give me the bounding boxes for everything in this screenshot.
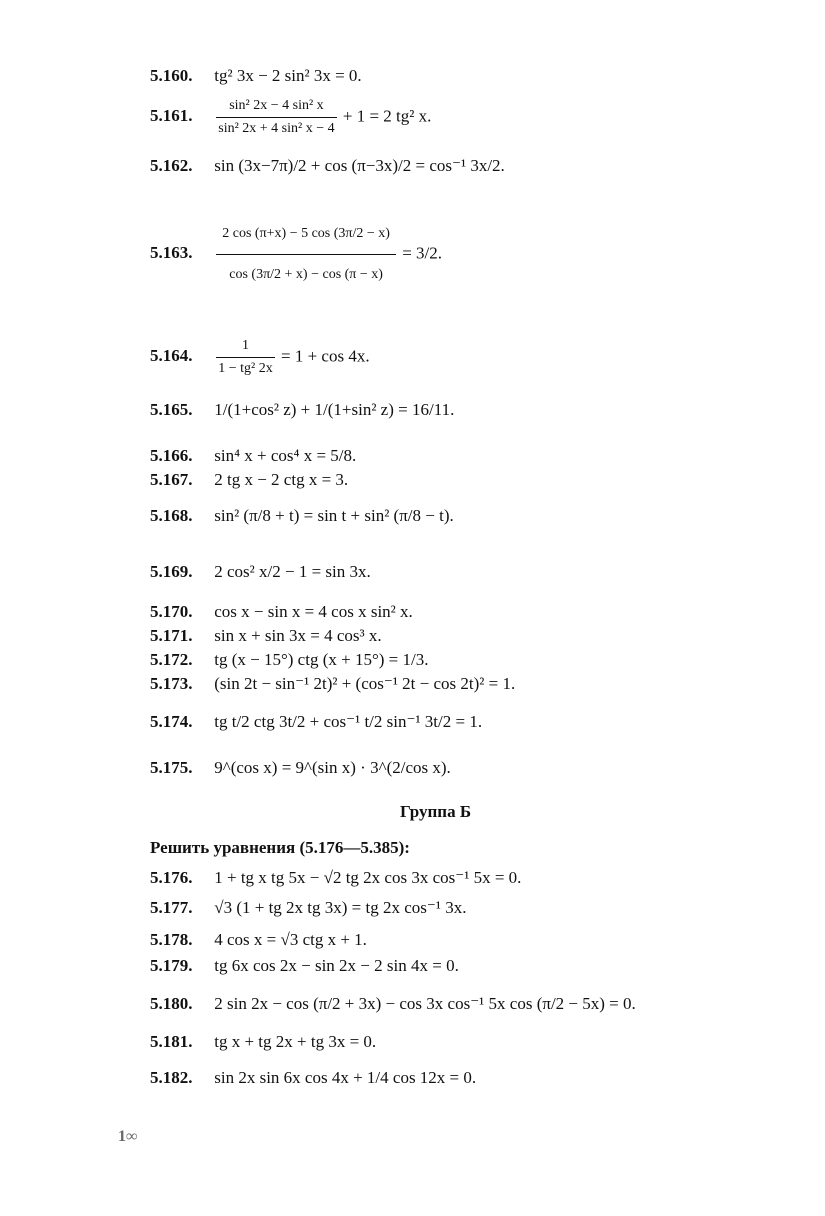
problem-number: 5.180.: [150, 994, 193, 1013]
numerator: 2 cos (π+x) − 5 cos (3π/2 − x): [216, 218, 396, 255]
fraction: [216, 96, 336, 139]
equation: tg² 3x − 2 sin² 3x = 0.: [214, 66, 362, 85]
fraction: [216, 336, 274, 379]
problem-5-164: [150, 336, 370, 379]
problem-number: 5.163.: [150, 243, 193, 263]
problem-number: 5.179.: [150, 956, 193, 975]
problem-number: 5.177.: [150, 898, 193, 917]
problem-number: 5.171.: [150, 626, 193, 645]
equation: (sin 2t − sin⁻¹ 2t)² + (cos⁻¹ 2t − cos 2t)² = 1.: [214, 674, 516, 693]
problem-5-166: [150, 446, 356, 466]
fraction: [216, 218, 396, 291]
problem-number: 5.175.: [150, 758, 193, 777]
problem-number: 5.162.: [150, 156, 193, 175]
equation: √3 (1 + tg 2x tg 3x) = tg 2x cos⁻¹ 3x.: [214, 898, 467, 917]
numerator: 1: [216, 336, 274, 358]
problem-number: 5.182.: [150, 1068, 193, 1087]
problem-5-173: [150, 674, 515, 694]
equation-rest: = 1 + cos 4x.: [280, 346, 370, 366]
numerator: sin² 2x − 4 sin² x: [216, 96, 336, 118]
equation: tg x + tg 2x + tg 3x = 0.: [214, 1032, 377, 1051]
problem-number: 5.170.: [150, 602, 193, 621]
problem-5-177: [150, 898, 466, 918]
problem-number: 5.161.: [150, 106, 193, 126]
equation: sin (3x−7π)/2 + cos (π−3x)/2 = cos⁻¹ 3x/2.: [214, 156, 505, 175]
instruction: Решить уравнения (5.176—5.385):: [150, 838, 410, 857]
group-heading: Группа Б: [400, 802, 472, 821]
problem-number: 5.174.: [150, 712, 193, 731]
problem-number: 5.165.: [150, 400, 193, 419]
problem-number: 5.166.: [150, 446, 193, 465]
equation: 2 sin 2x − cos (π/2 + 3x) − cos 3x cos⁻¹ 5x cos (π/2 − 5x) = 0.: [214, 994, 636, 1013]
problem-5-169: [150, 562, 371, 582]
problem-number: 5.164.: [150, 346, 193, 366]
equation: sin² (π/8 + t) = sin t + sin² (π/8 − t).: [214, 506, 454, 525]
problem-number: 5.178.: [150, 930, 193, 949]
equation: 9^(cos x) = 9^(sin x) · 3^(2/cos x).: [214, 758, 451, 777]
equation-rest: = 3/2.: [402, 243, 442, 263]
problem-number: 5.176.: [150, 868, 193, 887]
denominator: 1 − tg² 2x: [218, 361, 273, 376]
equation: tg t/2 ctg 3t/2 + cos⁻¹ t/2 sin⁻¹ 3t/2 = 1.: [214, 712, 483, 731]
problem-5-182: [150, 1068, 476, 1088]
problem-5-168: [150, 506, 454, 526]
problem-5-176: [150, 868, 521, 888]
denominator: cos (3π/2 + x) − cos (π − x): [229, 267, 383, 282]
problem-number: 5.160.: [150, 66, 193, 85]
equation: 1/(1+cos² z) + 1/(1+sin² z) = 16/11.: [214, 400, 455, 419]
problem-5-175: [150, 758, 451, 778]
problem-5-180: [150, 994, 636, 1014]
problem-5-174: [150, 712, 482, 732]
equation: cos x − sin x = 4 cos x sin² x.: [214, 602, 413, 621]
problem-number: 5.172.: [150, 650, 193, 669]
problem-5-172: [150, 650, 428, 670]
problem-5-181: [150, 1032, 376, 1052]
equation: sin x + sin 3x = 4 cos³ x.: [214, 626, 382, 645]
problem-number: 5.173.: [150, 674, 193, 693]
equation: 4 cos x = √3 ctg x + 1.: [214, 930, 367, 949]
equation: tg (x − 15°) ctg (x + 15°) = 1/3.: [214, 650, 429, 669]
problem-number: 5.168.: [150, 506, 193, 525]
problem-number: 5.181.: [150, 1032, 193, 1051]
problem-5-162: [150, 156, 505, 176]
problem-5-163: [150, 218, 442, 291]
problem-5-171: [150, 626, 382, 646]
problem-number: 5.167.: [150, 470, 193, 489]
problem-5-161: [150, 96, 431, 139]
equation-rest: + 1 = 2 tg² x.: [342, 106, 432, 126]
problem-number: 5.169.: [150, 562, 193, 581]
problem-5-167: [150, 470, 348, 490]
denominator: sin² 2x + 4 sin² x − 4: [218, 121, 335, 136]
equation: sin 2x sin 6x cos 4x + 1/4 cos 12x = 0.: [214, 1068, 477, 1087]
problem-5-165: [150, 400, 454, 420]
equation: tg 6x cos 2x − sin 2x − 2 sin 4x = 0.: [214, 956, 459, 975]
equation: 1 + tg x tg 5x − √2 tg 2x cos 3x cos⁻¹ 5x = 0.: [214, 868, 522, 887]
equation: 2 cos² x/2 − 1 = sin 3x.: [214, 562, 371, 581]
problem-5-178: [150, 930, 367, 950]
problem-5-179: [150, 956, 459, 976]
page-number: 1∞: [118, 1128, 138, 1145]
equation: 2 tg x − 2 ctg x = 3.: [214, 470, 349, 489]
equation: sin⁴ x + cos⁴ x = 5/8.: [214, 446, 357, 465]
problem-5-170: [150, 602, 413, 622]
problem-5-160: [150, 66, 362, 86]
